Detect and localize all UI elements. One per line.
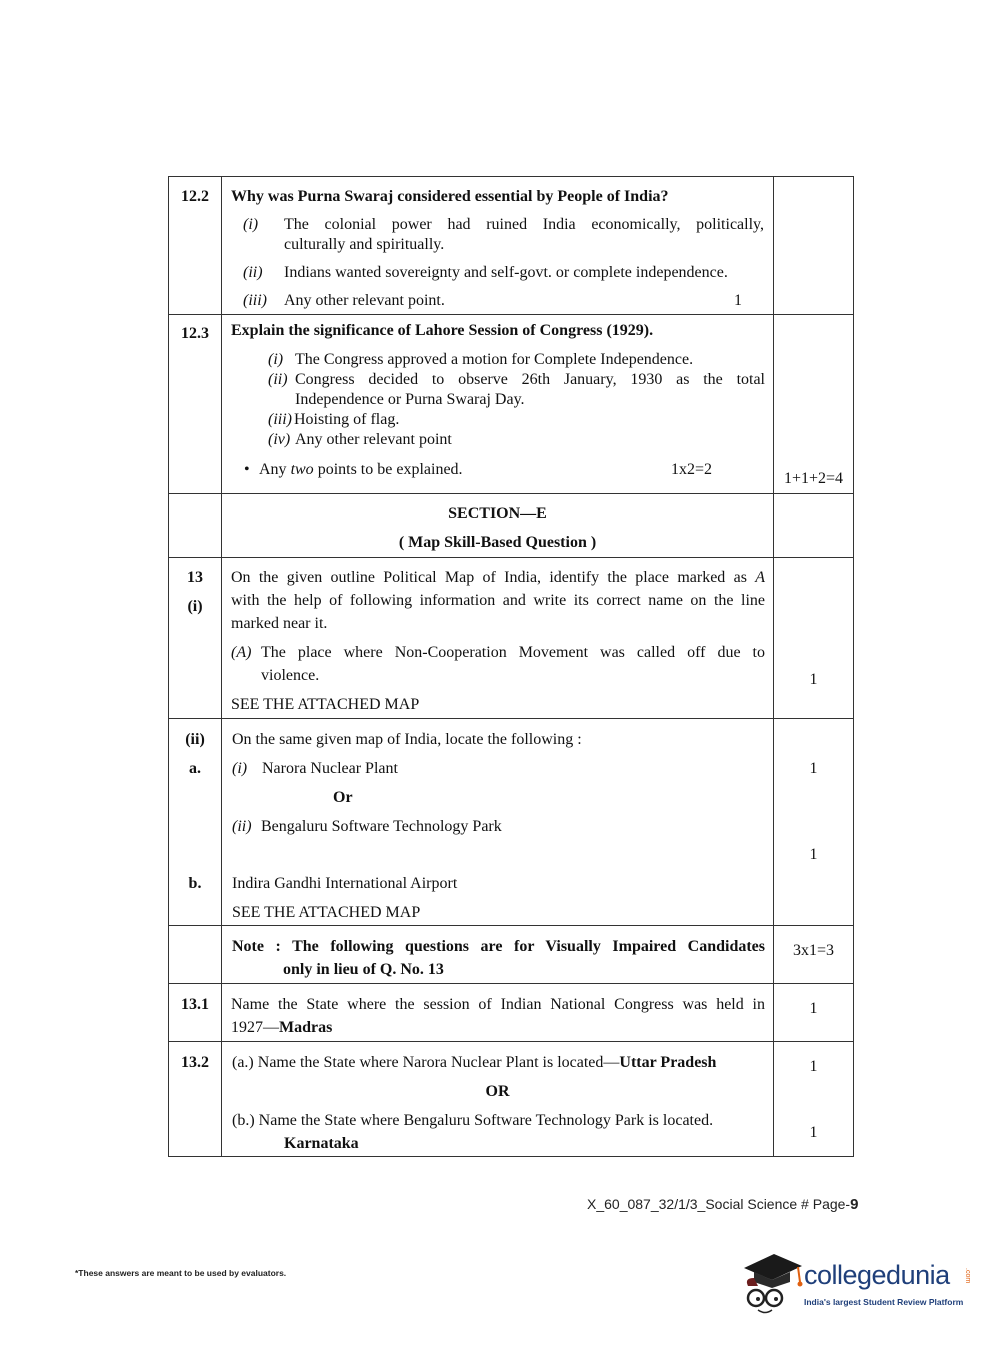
brand-name: collegedunia [804,1260,950,1290]
table-row [169,926,854,984]
marks-cell [774,177,854,315]
table-row [169,719,854,926]
question-number: (ii) a. b. [169,719,222,926]
answer-cell: Name the State where the session of Indian National Congress was held in 1927—Madras [222,984,774,1042]
answer-cell: Explain the significance of Lahore Session of Congress (1929). (i) The Congress approved a motion for Complete Independence. (ii) Congress decided to observe 26th January, 1930 as the total Independence or Purna Swaraj Day. (iii) Hoisting of flag. (iv) Any other relevant point • Any two points to be explained. 1x2=2 [222,315,774,494]
answer-cell: Why was Purna Swaraj considered essential by People of India? (i) The colonial power had ruined India economically, politically, culturally and spiritually. (ii) Indians wanted sovereignty and self-govt. or complete independence. (iii) Any other relevant point. 1 [222,177,774,315]
question-number: 12.2 [169,177,222,315]
question-text: Why was Purna Swaraj considered essential by People of India? [231,188,669,205]
note-cell: Note : The following questions are for Visually Impaired Candidates only in lieu of Q. No. 13 [222,926,774,984]
table-row [169,177,854,315]
answer-table [168,176,854,1157]
answer-cell: (a.) Name the State where Narora Nuclear Plant is located—Uttar Pradesh OR (b.) Name the State where Bengaluru Software Technology Park is located. Karnataka [222,1042,774,1157]
table-row [169,315,854,494]
table-row [169,1042,854,1157]
bullet-icon: • [244,461,250,478]
marks-cell: 1 1 [774,719,854,926]
marks-cell: 1 [774,984,854,1042]
question-number: 13 (i) [169,558,222,719]
brand-tagline: India's largest Student Review Platform [804,1297,964,1307]
marks-cell: 1 [774,558,854,719]
marks-cell: 1+1+2=4 [774,315,854,494]
brand-domain: .com [964,1268,971,1284]
evaluator-footnote: *These answers are meant to be used by evaluators. [75,1268,287,1278]
collegedunia-logo [740,1248,972,1320]
graduation-cap-mascot-icon [740,1248,804,1320]
question-text: Explain the significance of Lahore Session of Congress (1929). [231,322,654,339]
question-number: 13.1 [169,984,222,1042]
marks-cell: 1 1 [774,1042,854,1157]
page-footer-code: X_60_087_32/1/3_Social Science # Page-9 [587,1196,859,1213]
answer-cell: On the given outline Political Map of India, identify the place marked as A with the help of following information and write its correct name on the line marked near it. (A) The place where Non-Cooperation Movement was called off due to violence. SEE THE ATTACHED MAP [222,558,774,719]
question-number: 12.3 [169,315,222,494]
answer-cell: On the same given map of India, locate the following : (i) Narora Nuclear Plant Or (ii) Bengaluru Software Technology Park Indira Gandhi International Airport SEE THE ATTACHED MAP [222,719,774,926]
page-number: 9 [850,1196,859,1213]
marks-cell: 3x1=3 [774,926,854,984]
table-row [169,494,854,558]
question-number: 13.2 [169,1042,222,1157]
section-heading: SECTION—E ( Map Skill-Based Question ) [222,494,774,558]
table-row [169,984,854,1042]
table-row [169,558,854,719]
